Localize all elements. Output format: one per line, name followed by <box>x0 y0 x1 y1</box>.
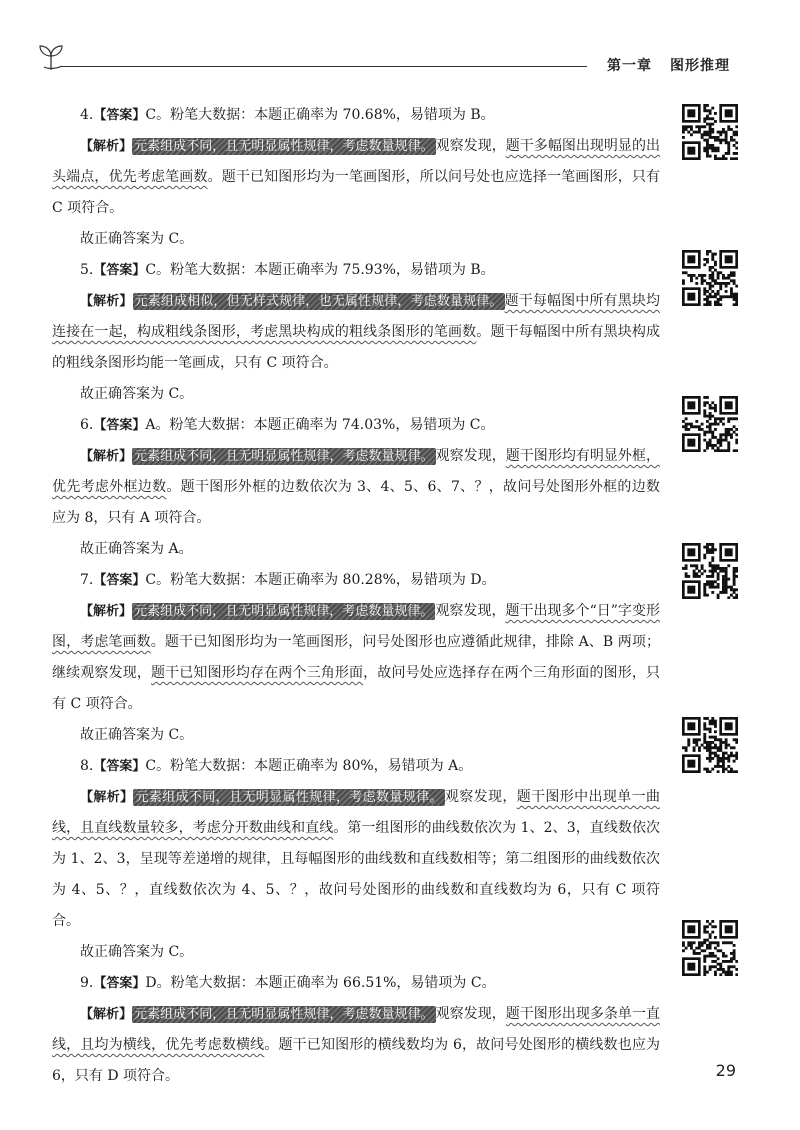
highlight-text: 元素组成不同，且无明显属性规律，考虑数量规律。 <box>134 449 434 464</box>
answer-tag: 【答案】 <box>93 976 146 991</box>
highlight-text: 元素组成不同，且无明显属性规律，考虑数量规律。 <box>134 604 434 619</box>
highlight-text: 元素组成不同，且无明显属性规律，考虑数量规律。 <box>135 790 443 805</box>
answer-text: C。粉笔大数据：本题正确率为 80.28%，易错项为 D。 <box>145 572 496 588</box>
key-point-text: 题干已知图形均存在两个三角形面 <box>151 665 364 681</box>
answer-content <box>52 100 660 1092</box>
conclusion-line: 故正确答案为 A。 <box>80 541 193 557</box>
analysis-text: 。题干图形外框的边数依次为 3、4、5、6、7、？，故问号处图形外框的边数应为 8，只有 A 项符合。 <box>52 479 660 526</box>
answer-tag: 【答案】 <box>93 263 146 278</box>
answer-text: D。粉笔大数据：本题正确率为 66.51%，易错项为 C。 <box>145 975 496 991</box>
qr-code-icon[interactable] <box>682 717 738 773</box>
analysis-text: 观察发现， <box>435 1006 506 1022</box>
section-label: 图形推理 <box>670 58 730 74</box>
chapter-title <box>607 55 730 75</box>
question-block <box>52 751 660 968</box>
key-point-text: 题干图形中出现单一曲线，且直线数量较多，考虑分开数曲线和直线 <box>52 789 660 836</box>
question-number: 4. <box>80 107 94 123</box>
chapter-label: 第一章 <box>607 58 652 74</box>
analysis-paragraph <box>52 999 660 1092</box>
analysis-text: 观察发现， <box>435 448 506 464</box>
conclusion-line: 故正确答案为 C。 <box>80 727 194 743</box>
answer-line <box>52 255 660 286</box>
highlight-text: 元素组成相似，但无样式规律，也无属性规律，考虑数量规律。 <box>134 294 503 309</box>
answer-text: A。粉笔大数据：本题正确率为 74.03%，易错项为 C。 <box>145 417 495 433</box>
analysis-tag: 【解析】 <box>80 139 133 154</box>
analysis-paragraph <box>52 131 660 224</box>
answer-text: C。粉笔大数据：本题正确率为 75.93%，易错项为 B。 <box>145 262 495 278</box>
analysis-text: 。题干已知图形的横线数均为 6，故问号处图形的横线数也应为 6，只有 D 项符合。 <box>52 1037 661 1084</box>
qr-code-icon[interactable] <box>682 104 738 160</box>
answer-line <box>52 100 660 131</box>
answer-tag: 【答案】 <box>93 573 146 588</box>
qr-code-icon[interactable] <box>682 396 738 452</box>
answer-line <box>52 410 660 441</box>
highlight-text: 元素组成不同，且无明显属性规律，考虑数量规律。 <box>134 1007 434 1022</box>
qr-code-icon[interactable] <box>682 543 738 599</box>
header-rule <box>62 66 587 67</box>
answer-tag: 【答案】 <box>93 108 146 123</box>
key-point-text: 题干每幅图中所有黑块均连接在一起，构成粗线条图形，考虑黑块构成的粗线条图形的笔画数 <box>52 293 660 340</box>
question-block <box>52 255 660 410</box>
highlight-text: 元素组成不同，且无明显属性规律，考虑数量规律。 <box>134 139 434 154</box>
question-block <box>52 410 660 565</box>
answer-line <box>52 968 660 999</box>
analysis-paragraph <box>52 441 660 534</box>
key-point-text: 题干多幅图出现明显的出头端点，优先考虑笔画数 <box>52 138 660 185</box>
analysis-text: ，故问号处应选择存在两个三角形面的图形，只有 C 项符合。 <box>52 665 661 712</box>
page-header <box>0 0 800 90</box>
question-number: 6. <box>80 417 94 433</box>
conclusion-line: 故正确答案为 C。 <box>80 944 194 960</box>
analysis-tag: 【解析】 <box>80 604 133 619</box>
question-number: 5. <box>80 262 94 278</box>
analysis-text: 。题干已知图形均为一笔画图形，问号处图形也应遵循此规律，排除 A、B 两项；继续观察发现， <box>52 634 660 681</box>
page-number: 29 <box>715 1061 736 1080</box>
question-number: 9. <box>80 975 94 991</box>
question-number: 7. <box>80 572 94 588</box>
analysis-paragraph <box>52 286 660 379</box>
answer-text: C。粉笔大数据：本题正确率为 70.68%，易错项为 B。 <box>145 107 495 123</box>
answer-tag: 【答案】 <box>93 418 146 433</box>
conclusion-line: 故正确答案为 C。 <box>80 386 194 402</box>
answer-text: C。粉笔大数据：本题正确率为 80%，易错项为 A。 <box>145 758 473 774</box>
key-point-text: 题干出现多个“日”字变形图，考虑笔画数 <box>52 603 660 650</box>
analysis-text: 。题干每幅图中所有黑块构成的粗线条图形均能一笔画成，只有 C 项符合。 <box>52 324 661 371</box>
answer-tag: 【答案】 <box>93 759 146 774</box>
question-number: 8. <box>80 758 94 774</box>
analysis-text: 观察发现， <box>444 789 517 805</box>
conclusion-line: 故正确答案为 C。 <box>80 231 194 247</box>
analysis-tag: 【解析】 <box>80 1007 133 1022</box>
analysis-paragraph <box>52 596 660 720</box>
analysis-tag: 【解析】 <box>80 294 133 309</box>
key-point-text: 题干图形均有明显外框，优先考虑外框边数 <box>52 448 660 495</box>
analysis-text: 。第一组图形的曲线数依次为 1、2、3，直线数依次为 1、2、3，呈现等差递增的规律，且每幅图形的曲线数和直线数相等；第二组图形的曲线数依次为 4、5、？，直线数依次为 4、5、？，故问号处图形的曲线数和直线数均为 6，只有 C 项符合。 <box>52 820 661 929</box>
qr-code-icon[interactable] <box>682 920 738 976</box>
question-block <box>52 968 660 1092</box>
answer-line <box>52 751 660 782</box>
analysis-text: 观察发现， <box>435 603 506 619</box>
question-block <box>52 100 660 255</box>
analysis-paragraph <box>52 782 660 937</box>
question-block <box>52 565 660 751</box>
analysis-tag: 【解析】 <box>80 790 134 805</box>
key-point-text: 题干图形出现多条单一直线，且均为横线，优先考虑数横线 <box>52 1006 660 1053</box>
answer-line <box>52 565 660 596</box>
analysis-text: 。题干已知图形均为一笔画图形，所以问号处也应选择一笔画图形，只有 C 项符合。 <box>52 169 661 216</box>
sprout-icon <box>36 42 66 72</box>
qr-code-icon[interactable] <box>682 250 738 306</box>
analysis-tag: 【解析】 <box>80 449 133 464</box>
analysis-text: 观察发现， <box>435 138 506 154</box>
